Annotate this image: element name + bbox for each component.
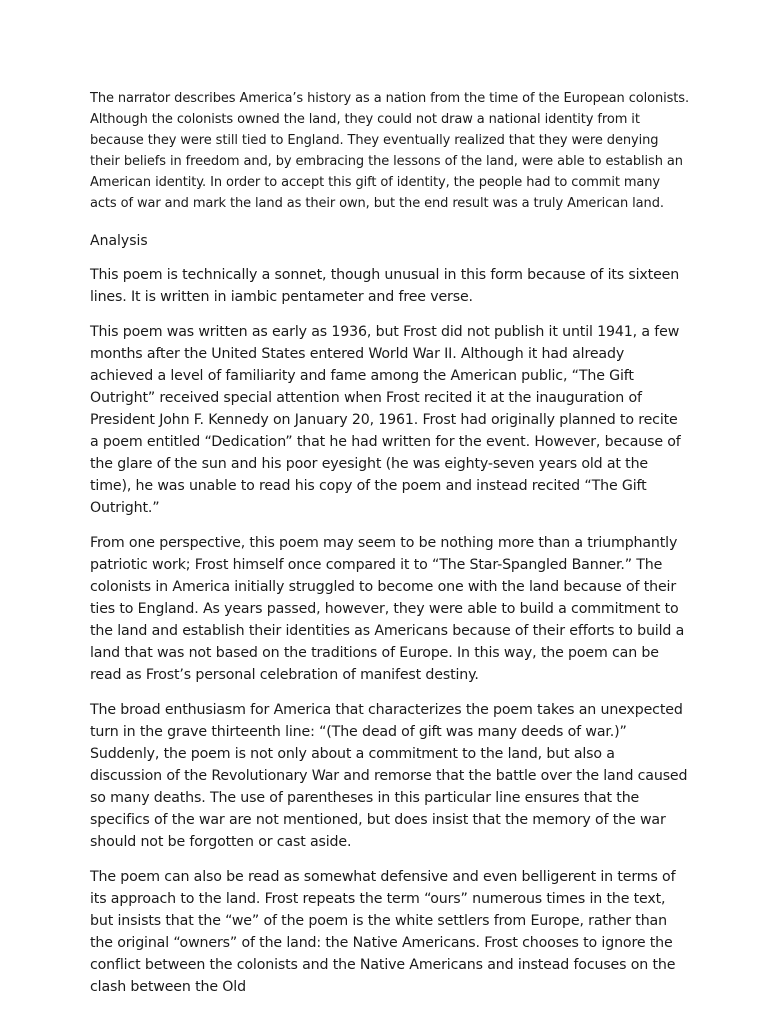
- analysis-paragraph-1: This poem is technically a sonnet, though unusual in this form because of its sixteen lines. It is written in iambic pentameter and free verse.: [90, 267, 680, 305]
- analysis-paragraph-2: This poem was written as early as 1936, but Frost did not publish it until 1941, a few months after the United States entered World War II. Although it had already achieved a level of familiarity and fame among the American public, “The Gift Outright” received special attention when Frost recited it at the inauguration of President John F. Kennedy on January 20, 1961. Frost had originally planned to recite a poem entitled “Dedication” that he had written for the event. However, because of the glare of the sun and his poor eyesight (he was eighty-seven years old at the time), he was unable to read his copy of the poem and instead recited “The Gift Outright.”: [90, 324, 681, 516]
- analysis-paragraph-4: The broad enthusiasm for America that characterizes the poem takes an unexpected turn in the grave thirteenth line: “(The dead of gift was many deeds of war.)” Suddenly, the poem is not only about a commitment to the land, but also a discussion of the Revolutionary War and remorse that the battle over the land caused so many deaths. The use of parentheses in this particular line ensures that the specifics of the war are not mentioned, but does insist that the memory of the war should not be forgotten or cast aside.: [90, 702, 688, 850]
- summary-paragraph: The narrator describes America’s history as a nation from the time of the European colonists. Although the colonists owned the land, they could not draw a national identity from it because they were still tied to England. They eventually realized that they were denying their beliefs in freedom and, by embracing the lessons of the land, were able to establish an American identity. In order to accept this gift of identity, the people had to commit many acts of war and mark the land as their own, but the end result was a truly American land.: [90, 91, 690, 211]
- document-page: [90, 88, 690, 1011]
- analysis-paragraph-5: The poem can also be read as somewhat defensive and even belligerent in terms of its approach to the land. Frost repeats the term “ours” numerous times in the text, but insists that the “we” of the poem is the white settlers from Europe, rather than the original “owners” of the land: the Native Americans. Frost chooses to ignore the conflict between the colonists and the Native Americans and instead focuses on the clash between the Old: [90, 869, 676, 995]
- analysis-paragraph-3: From one perspective, this poem may seem to be nothing more than a triumphantly patriotic work; Frost himself once compared it to “The Star-Spangled Banner.” The colonists in America initially struggled to become one with the land because of their ties to England. As years passed, however, they were able to build a commitment to the land and establish their identities as Americans because of their efforts to build a land that was not based on the traditions of Europe. In this way, the poem can be read as Frost’s personal celebration of manifest destiny.: [90, 535, 685, 683]
- analysis-heading: Analysis: [90, 233, 148, 249]
